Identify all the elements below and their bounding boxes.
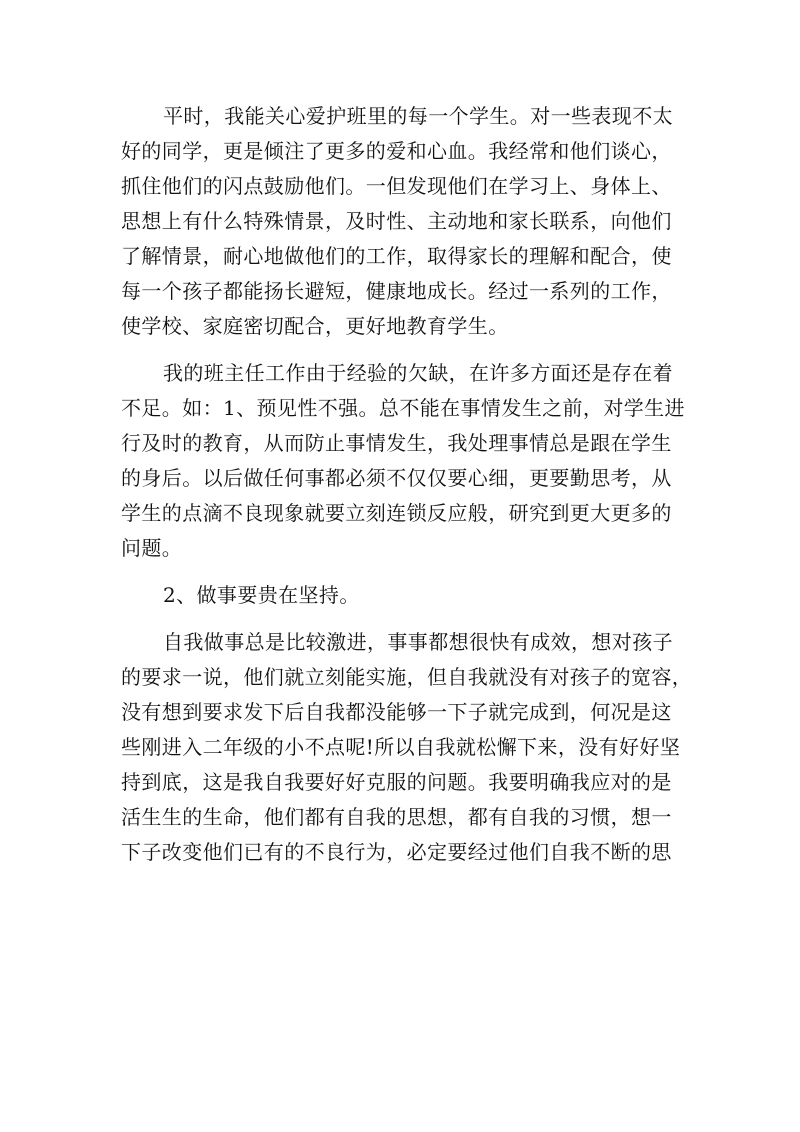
text-line: 了解情景，耐心地做他们的工作，取得家长的理解和配合，使 <box>121 244 672 268</box>
section-heading: 2、做事要贵在坚持。 <box>163 583 360 607</box>
document-page <box>121 99 693 882</box>
text-line: 自我做事总是比较激进，事事都想很快有成效，想对孩子 <box>163 630 673 654</box>
paragraph-shortcomings <box>121 356 685 566</box>
text-line: 平时，我能关心爱护班里的每一个学生。对一些表现不太 <box>163 104 673 128</box>
paragraph-persistence-body <box>121 625 693 870</box>
text-line: 我的班主任工作由于经验的欠缺，在许多方面还是存在着 <box>163 361 673 385</box>
text-line: 使学校、家庭密切配合，更好地教育学生。 <box>121 314 509 338</box>
text-line: 活生生的生命，他们都有自我的思想，都有自我的习惯，想一 <box>121 805 672 829</box>
text-line: 下子改变他们已有的不良行为，必定要经过他们自我不断的思 <box>121 840 672 864</box>
text-line: 问题。 <box>121 536 183 560</box>
text-line: 没有想到要求发下后自我都没能够一下子就完成到，何况是这 <box>121 700 672 724</box>
text-line: 抓住他们的闪点鼓励他们。一但发现他们在学习上、身体上、 <box>121 174 672 198</box>
text-line: 思想上有什么特殊情景，及时性、主动地和家长联系，向他们 <box>121 209 672 233</box>
text-line: 不足。如：1、预见性不强。总不能在事情发生之前，对学生进 <box>121 396 685 420</box>
text-line: 学生的点滴不良现象就要立刻连锁反应般，研究到更大更多的 <box>121 501 672 525</box>
text-line: 每一个孩子都能扬长避短，健康地成长。经过一系列的工作， <box>121 279 672 303</box>
text-line: 好的同学，更是倾注了更多的爱和心血。我经常和他们谈心， <box>121 139 672 163</box>
paragraph-care-students <box>121 99 673 344</box>
text-line: 的要求一说，他们就立刻能实施，但自我就没有对孩子的宽容， <box>121 665 693 689</box>
text-line: 行及时的教育，从而防止事情发生，我处理事情总是跟在学生 <box>121 431 672 455</box>
text-line: 的身后。以后做任何事都必须不仅仅要心细，更要勤思考，从 <box>121 466 672 490</box>
text-line: 些刚进入二年级的小不点呢!所以自我就松懈下来，没有好好坚 <box>121 735 681 759</box>
paragraph-persistence-heading <box>121 578 669 613</box>
text-line: 持到底，这是我自我要好好克服的问题。我要明确我应对的是 <box>121 770 672 794</box>
